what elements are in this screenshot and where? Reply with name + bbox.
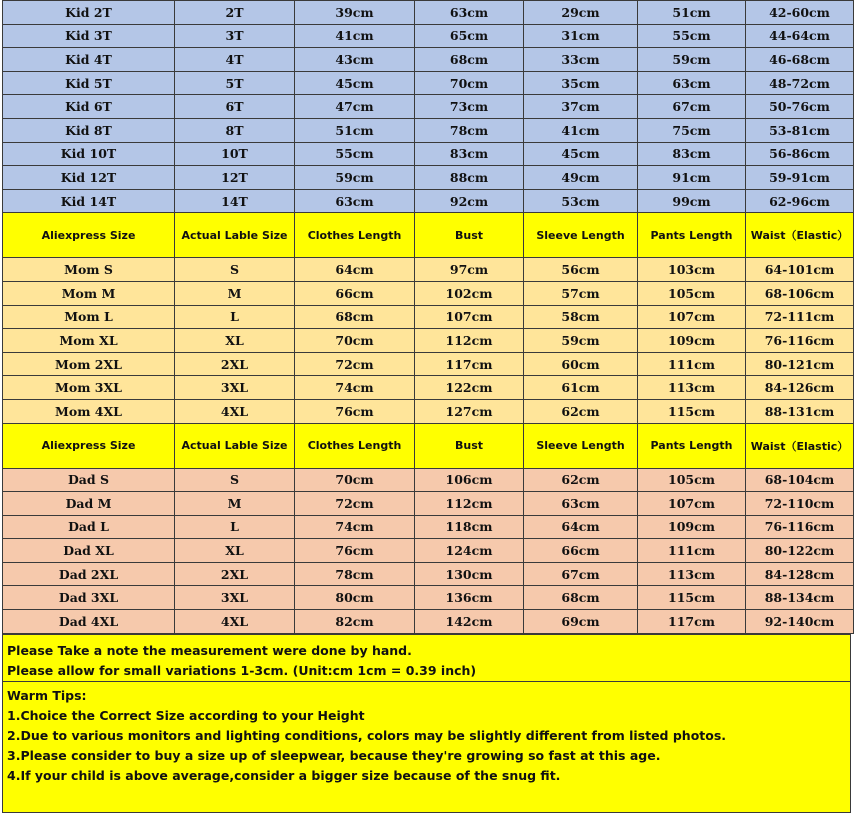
size-cell: 68-104cm xyxy=(746,468,854,492)
size-cell: 91cm xyxy=(638,166,746,190)
header-row xyxy=(3,213,854,258)
size-cell: 29cm xyxy=(524,1,638,25)
size-cell: M xyxy=(175,281,295,305)
size-cell: 105cm xyxy=(638,281,746,305)
size-cell: 76-116cm xyxy=(746,515,854,539)
size-cell: 33cm xyxy=(524,48,638,72)
size-cell: 83cm xyxy=(415,142,524,166)
size-cell: 113cm xyxy=(638,376,746,400)
column-header: Clothes Length xyxy=(295,213,415,258)
size-row xyxy=(3,189,854,213)
size-cell: 78cm xyxy=(415,118,524,142)
size-cell: Mom 2XL xyxy=(3,352,175,376)
size-cell: Mom S xyxy=(3,258,175,282)
size-row xyxy=(3,142,854,166)
size-cell: 48-72cm xyxy=(746,71,854,95)
size-cell: 66cm xyxy=(295,281,415,305)
column-header: Clothes Length xyxy=(295,423,415,468)
size-cell: 51cm xyxy=(295,118,415,142)
size-cell: 111cm xyxy=(638,352,746,376)
size-cell: 109cm xyxy=(638,515,746,539)
size-cell: S xyxy=(175,258,295,282)
column-header: Pants Length xyxy=(638,213,746,258)
size-cell: 45cm xyxy=(295,71,415,95)
size-cell: Kid 14T xyxy=(3,189,175,213)
size-cell: 107cm xyxy=(415,305,524,329)
size-cell: 99cm xyxy=(638,189,746,213)
size-row xyxy=(3,539,854,563)
size-cell: 70cm xyxy=(295,468,415,492)
size-cell: 3XL xyxy=(175,376,295,400)
size-row xyxy=(3,118,854,142)
size-cell: 68cm xyxy=(415,48,524,72)
size-row xyxy=(3,515,854,539)
mom-section xyxy=(3,258,854,423)
size-cell: 47cm xyxy=(295,95,415,119)
size-cell: 63cm xyxy=(638,71,746,95)
size-cell: 46-68cm xyxy=(746,48,854,72)
size-cell: 43cm xyxy=(295,48,415,72)
size-cell: 2XL xyxy=(175,562,295,586)
column-header: Bust xyxy=(415,213,524,258)
size-cell: Kid 5T xyxy=(3,71,175,95)
size-cell: 80-121cm xyxy=(746,352,854,376)
size-cell: 3T xyxy=(175,24,295,48)
size-cell: 45cm xyxy=(524,142,638,166)
size-cell: 59cm xyxy=(295,166,415,190)
size-cell: 31cm xyxy=(524,24,638,48)
size-cell: 115cm xyxy=(638,586,746,610)
size-cell: 115cm xyxy=(638,399,746,423)
size-cell: 59cm xyxy=(638,48,746,72)
tip-item: 1.Choice the Correct Size according to your Height xyxy=(7,708,365,723)
size-cell: Kid 8T xyxy=(3,118,175,142)
size-row xyxy=(3,48,854,72)
size-cell: 74cm xyxy=(295,515,415,539)
size-cell: 92-140cm xyxy=(746,610,854,634)
size-cell: 103cm xyxy=(638,258,746,282)
size-cell: 88-134cm xyxy=(746,586,854,610)
size-cell: Kid 2T xyxy=(3,1,175,25)
size-cell: 72-110cm xyxy=(746,492,854,516)
size-row xyxy=(3,71,854,95)
size-cell: 106cm xyxy=(415,468,524,492)
tip-item: 2.Due to various monitors and lighting conditions, colors may be slightly different from listed photos. xyxy=(7,728,727,743)
size-cell: 60cm xyxy=(524,352,638,376)
size-cell: Dad XL xyxy=(3,539,175,563)
dad-header-section xyxy=(3,423,854,468)
size-cell: 117cm xyxy=(638,610,746,634)
size-cell: 88-131cm xyxy=(746,399,854,423)
size-cell: 130cm xyxy=(415,562,524,586)
size-row xyxy=(3,399,854,423)
size-cell: 63cm xyxy=(295,189,415,213)
size-cell: 111cm xyxy=(638,539,746,563)
size-cell: 105cm xyxy=(638,468,746,492)
size-cell: 88cm xyxy=(415,166,524,190)
size-cell: Dad 3XL xyxy=(3,586,175,610)
tips-title: Warm Tips: xyxy=(7,688,87,703)
column-header: Actual Lable Size xyxy=(175,213,295,258)
size-cell: Dad S xyxy=(3,468,175,492)
size-cell: 39cm xyxy=(295,1,415,25)
size-cell: 50-76cm xyxy=(746,95,854,119)
size-cell: 83cm xyxy=(638,142,746,166)
size-cell: Dad 4XL xyxy=(3,610,175,634)
column-header: Pants Length xyxy=(638,423,746,468)
size-cell: 56cm xyxy=(524,258,638,282)
size-cell: 113cm xyxy=(638,562,746,586)
column-header: Sleeve Length xyxy=(524,213,638,258)
tip-item: 3.Please consider to buy a size up of sleepwear, because they're growing so fast at this age. xyxy=(7,748,661,763)
size-cell: 74cm xyxy=(295,376,415,400)
size-cell: 62cm xyxy=(524,399,638,423)
tip-item: 4.If your child is above average,consider a bigger size because of the snug fit. xyxy=(7,768,561,783)
size-chart xyxy=(2,0,853,634)
column-header: Waist（Elastic） xyxy=(746,213,854,258)
size-row xyxy=(3,329,854,353)
size-cell: 61cm xyxy=(524,376,638,400)
column-header: Waist（Elastic） xyxy=(746,423,854,468)
size-row xyxy=(3,281,854,305)
size-cell: 55cm xyxy=(295,142,415,166)
size-cell: 68-106cm xyxy=(746,281,854,305)
size-cell: 70cm xyxy=(295,329,415,353)
mom-header-section xyxy=(3,213,854,258)
note-line-2: Please allow for small variations 1-3cm. (Unit:cm 1cm = 0.39 inch) xyxy=(7,663,477,678)
size-cell: 62cm xyxy=(524,468,638,492)
size-cell: 127cm xyxy=(415,399,524,423)
size-cell: L xyxy=(175,305,295,329)
size-row xyxy=(3,1,854,25)
size-cell: 4T xyxy=(175,48,295,72)
size-cell: 12T xyxy=(175,166,295,190)
size-cell: 142cm xyxy=(415,610,524,634)
note-line-1: Please Take a note the measurement were done by hand. xyxy=(7,643,412,658)
size-cell: 42-60cm xyxy=(746,1,854,25)
size-cell: L xyxy=(175,515,295,539)
column-header: Aliexpress Size xyxy=(3,423,175,468)
size-cell: 2XL xyxy=(175,352,295,376)
size-cell: 35cm xyxy=(524,71,638,95)
size-cell: 53-81cm xyxy=(746,118,854,142)
size-row xyxy=(3,258,854,282)
size-cell: 8T xyxy=(175,118,295,142)
size-row xyxy=(3,24,854,48)
size-cell: 68cm xyxy=(524,586,638,610)
size-cell: Mom 3XL xyxy=(3,376,175,400)
size-cell: 64cm xyxy=(524,515,638,539)
size-cell: Dad L xyxy=(3,515,175,539)
size-cell: 97cm xyxy=(415,258,524,282)
size-cell: 112cm xyxy=(415,329,524,353)
size-row xyxy=(3,468,854,492)
size-cell: 72-111cm xyxy=(746,305,854,329)
size-cell: 70cm xyxy=(415,71,524,95)
size-cell: 2T xyxy=(175,1,295,25)
size-cell: 58cm xyxy=(524,305,638,329)
size-cell: 78cm xyxy=(295,562,415,586)
column-header: Actual Lable Size xyxy=(175,423,295,468)
size-cell: XL xyxy=(175,539,295,563)
size-cell: 102cm xyxy=(415,281,524,305)
size-cell: 10T xyxy=(175,142,295,166)
size-cell: 65cm xyxy=(415,24,524,48)
size-cell: 66cm xyxy=(524,539,638,563)
size-cell: 80cm xyxy=(295,586,415,610)
size-row xyxy=(3,166,854,190)
size-cell: 82cm xyxy=(295,610,415,634)
size-cell: 56-86cm xyxy=(746,142,854,166)
column-header: Bust xyxy=(415,423,524,468)
size-cell: 109cm xyxy=(638,329,746,353)
size-cell: 107cm xyxy=(638,492,746,516)
size-cell: 72cm xyxy=(295,492,415,516)
size-cell: 67cm xyxy=(524,562,638,586)
size-cell: 41cm xyxy=(295,24,415,48)
size-cell: 63cm xyxy=(524,492,638,516)
size-row xyxy=(3,610,854,634)
measurement-note xyxy=(2,634,851,682)
size-cell: 118cm xyxy=(415,515,524,539)
size-row xyxy=(3,305,854,329)
size-cell: 6T xyxy=(175,95,295,119)
size-cell: 68cm xyxy=(295,305,415,329)
size-cell: 51cm xyxy=(638,1,746,25)
size-cell: 64-101cm xyxy=(746,258,854,282)
column-header: Sleeve Length xyxy=(524,423,638,468)
size-cell: 124cm xyxy=(415,539,524,563)
size-cell: 63cm xyxy=(415,1,524,25)
size-cell: 72cm xyxy=(295,352,415,376)
size-cell: S xyxy=(175,468,295,492)
size-cell: 69cm xyxy=(524,610,638,634)
size-cell: 122cm xyxy=(415,376,524,400)
size-cell: 37cm xyxy=(524,95,638,119)
size-cell: 64cm xyxy=(295,258,415,282)
size-cell: XL xyxy=(175,329,295,353)
size-cell: 117cm xyxy=(415,352,524,376)
size-cell: 14T xyxy=(175,189,295,213)
size-row xyxy=(3,562,854,586)
size-cell: Dad 2XL xyxy=(3,562,175,586)
size-cell: 44-64cm xyxy=(746,24,854,48)
size-cell: 3XL xyxy=(175,586,295,610)
dad-section xyxy=(3,468,854,633)
size-cell: 112cm xyxy=(415,492,524,516)
size-cell: 75cm xyxy=(638,118,746,142)
size-cell: Mom M xyxy=(3,281,175,305)
size-cell: 49cm xyxy=(524,166,638,190)
size-cell: 76-116cm xyxy=(746,329,854,353)
size-cell: Kid 10T xyxy=(3,142,175,166)
size-cell: 76cm xyxy=(295,539,415,563)
size-cell: 53cm xyxy=(524,189,638,213)
size-cell: Kid 12T xyxy=(3,166,175,190)
size-cell: 55cm xyxy=(638,24,746,48)
size-row xyxy=(3,376,854,400)
size-cell: 5T xyxy=(175,71,295,95)
size-cell: Mom L xyxy=(3,305,175,329)
size-cell: Kid 4T xyxy=(3,48,175,72)
size-cell: 67cm xyxy=(638,95,746,119)
size-cell: 136cm xyxy=(415,586,524,610)
size-row xyxy=(3,95,854,119)
header-row xyxy=(3,423,854,468)
size-cell: Kid 6T xyxy=(3,95,175,119)
size-cell: Dad M xyxy=(3,492,175,516)
size-cell: 80-122cm xyxy=(746,539,854,563)
size-cell: 57cm xyxy=(524,281,638,305)
size-cell: Mom XL xyxy=(3,329,175,353)
size-cell: 4XL xyxy=(175,610,295,634)
size-cell: 4XL xyxy=(175,399,295,423)
size-cell: 92cm xyxy=(415,189,524,213)
size-row xyxy=(3,352,854,376)
size-row xyxy=(3,586,854,610)
size-table xyxy=(2,0,854,634)
size-cell: 62-96cm xyxy=(746,189,854,213)
size-cell: Mom 4XL xyxy=(3,399,175,423)
kid-section xyxy=(3,1,854,213)
warm-tips xyxy=(2,681,851,813)
size-cell: 59cm xyxy=(524,329,638,353)
column-header: Aliexpress Size xyxy=(3,213,175,258)
size-cell: M xyxy=(175,492,295,516)
size-cell: 84-126cm xyxy=(746,376,854,400)
size-cell: 73cm xyxy=(415,95,524,119)
size-cell: 41cm xyxy=(524,118,638,142)
size-cell: Kid 3T xyxy=(3,24,175,48)
size-cell: 59-91cm xyxy=(746,166,854,190)
size-cell: 107cm xyxy=(638,305,746,329)
size-cell: 76cm xyxy=(295,399,415,423)
size-row xyxy=(3,492,854,516)
size-cell: 84-128cm xyxy=(746,562,854,586)
